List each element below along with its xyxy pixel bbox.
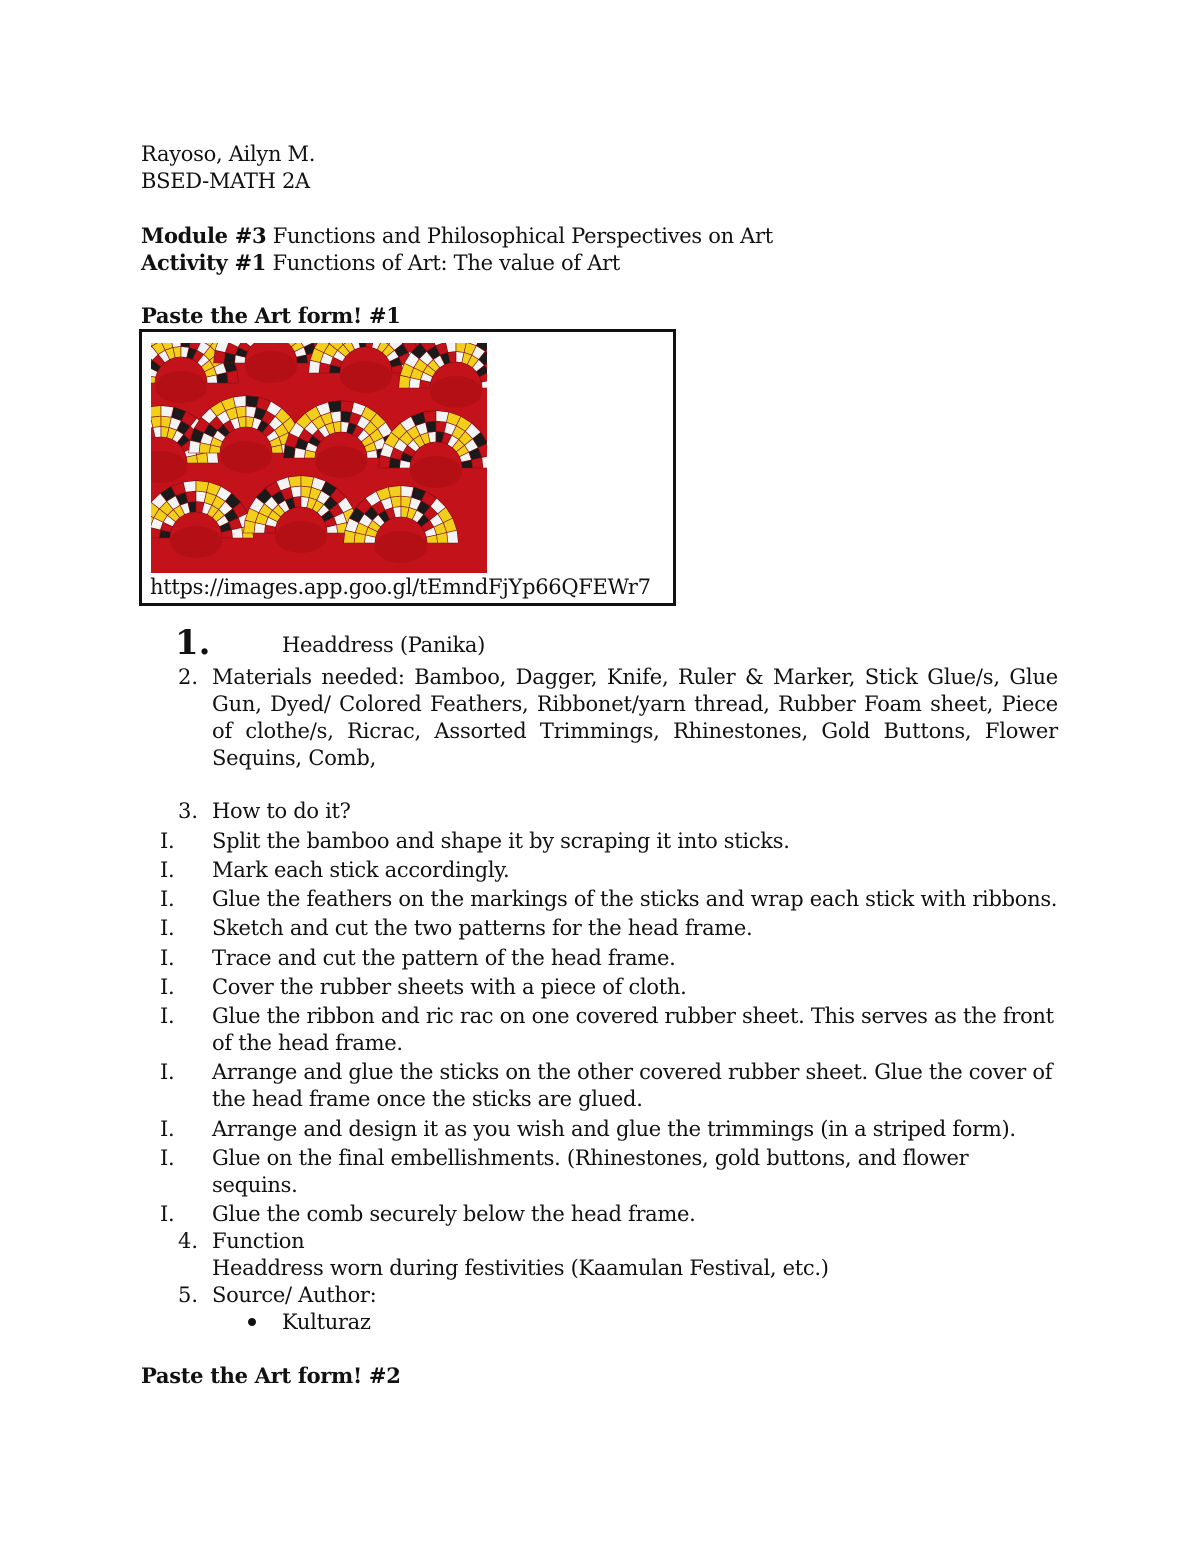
student-name: Rayoso, Ailyn M. [141,142,316,166]
headdress-base [170,526,222,558]
item-3-number: 3. [177,799,198,823]
activity-title: Functions of Art: The value of Art [266,251,620,275]
course-section: BSED-MATH 2A [141,169,310,193]
art-form-1-box [139,329,676,606]
step-text: of the head frame. [212,1031,403,1055]
step-marker: I. [160,946,175,970]
headdress-base [155,371,207,403]
step-marker: I. [160,1060,175,1084]
headdress-segment [151,406,161,418]
step-marker: I. [160,1146,175,1170]
item-1-text: Headdress (Panika) [282,633,486,657]
step-text: Arrange and design it as you wish and glue the trimmings (in a striped form). [212,1117,1016,1141]
step-text: Glue the comb securely below the head frame. [212,1202,696,1226]
step-text: sequins. [212,1173,298,1197]
step-text: Trace and cut the pattern of the head frame. [212,946,676,970]
step-marker: I. [160,1004,175,1028]
headdress-segment [183,481,196,493]
module-line [141,222,773,250]
bullet-icon [248,1318,256,1326]
activity-line [141,249,620,277]
step-text: Glue the ribbon and ric rac on one covered rubber sheet. This serves as the front [212,1004,1054,1028]
headdress-base [275,521,327,553]
item-3-text: How to do it? [212,799,351,823]
step-text: Mark each stick accordingly. [212,858,510,882]
step-marker: I. [160,829,175,853]
step-text: Arrange and glue the sticks on the other covered rubber sheet. Glue the cover of [212,1060,1053,1084]
step-marker: I. [160,1117,175,1141]
headdress-base [315,446,367,478]
item-2-number: 2. [177,665,198,689]
headdress-segment [288,476,301,488]
activity-label: Activity #1 [141,250,267,275]
headdress-base [220,441,272,473]
item-1-number: 1. [175,623,211,663]
headdress-segment [482,455,487,468]
step-text: Glue the feathers on the markings of the sticks and wrap each stick with ribbons. [212,887,1058,911]
headdress-segment [388,486,401,498]
step-text: the head frame once the sticks are glued. [212,1087,643,1111]
headdress-photo [151,343,487,573]
headdress-segment [151,416,161,427]
step-text: Cover the rubber sheets with a piece of cloth. [212,975,687,999]
item-4-text: Headdress worn during festivities (Kaamulan Festival, etc.) [212,1256,829,1280]
item-5-number: 5. [177,1283,198,1307]
step-marker: I. [160,887,175,911]
item-5-label: Source/ Author: [212,1283,377,1307]
item-4-number: 4. [177,1229,198,1253]
step-marker: I. [160,1202,175,1226]
item-4-label: Function [212,1229,305,1253]
module-label: Module #3 [141,223,267,248]
headdress-segment [447,530,459,543]
item-5-bullet-text: Kulturaz [282,1310,371,1334]
step-marker: I. [160,916,175,940]
step-marker: I. [160,975,175,999]
headdress-segment [227,370,239,383]
item-2-materials: Materials needed: Bamboo, Dagger, Knife, Ruler & Marker, Stick Glue/s, Glue Gun, Dyed/ Colored Feathers, Ribbonet/yarn thread, Rubber Foam sheet, Piece of clothe/s, Ricrac, Assorted Trimmings, Rhinestones, Gold Buttons, Flower Sequins, Comb, [212,665,1058,770]
step-text: Glue on the final embellishments. (Rhinestones, gold buttons, and flower [212,1146,969,1170]
step-marker: I. [160,858,175,882]
art-form-1-heading: Paste the Art form! #1 [141,303,401,328]
headdress-base [430,376,482,408]
headdress-illustration [151,343,487,573]
headdress-segment [328,401,341,413]
headdress-base [375,531,427,563]
headdress-segment [423,411,436,423]
headdress-base [245,351,297,383]
headdress-base [340,361,392,393]
step-text: Sketch and cut the two patterns for the head frame. [212,916,753,940]
art-form-2-heading: Paste the Art form! #2 [141,1363,401,1388]
module-title: Functions and Philosophical Perspectives on Art [266,224,773,248]
step-text: Split the bamboo and shape it by scraping it into sticks. [212,829,790,853]
art-form-1-url: https://images.app.goo.gl/tEmndFjYp66QFEWr7 [150,575,651,599]
headdress-segment [233,396,246,408]
headdress-base [410,456,462,488]
